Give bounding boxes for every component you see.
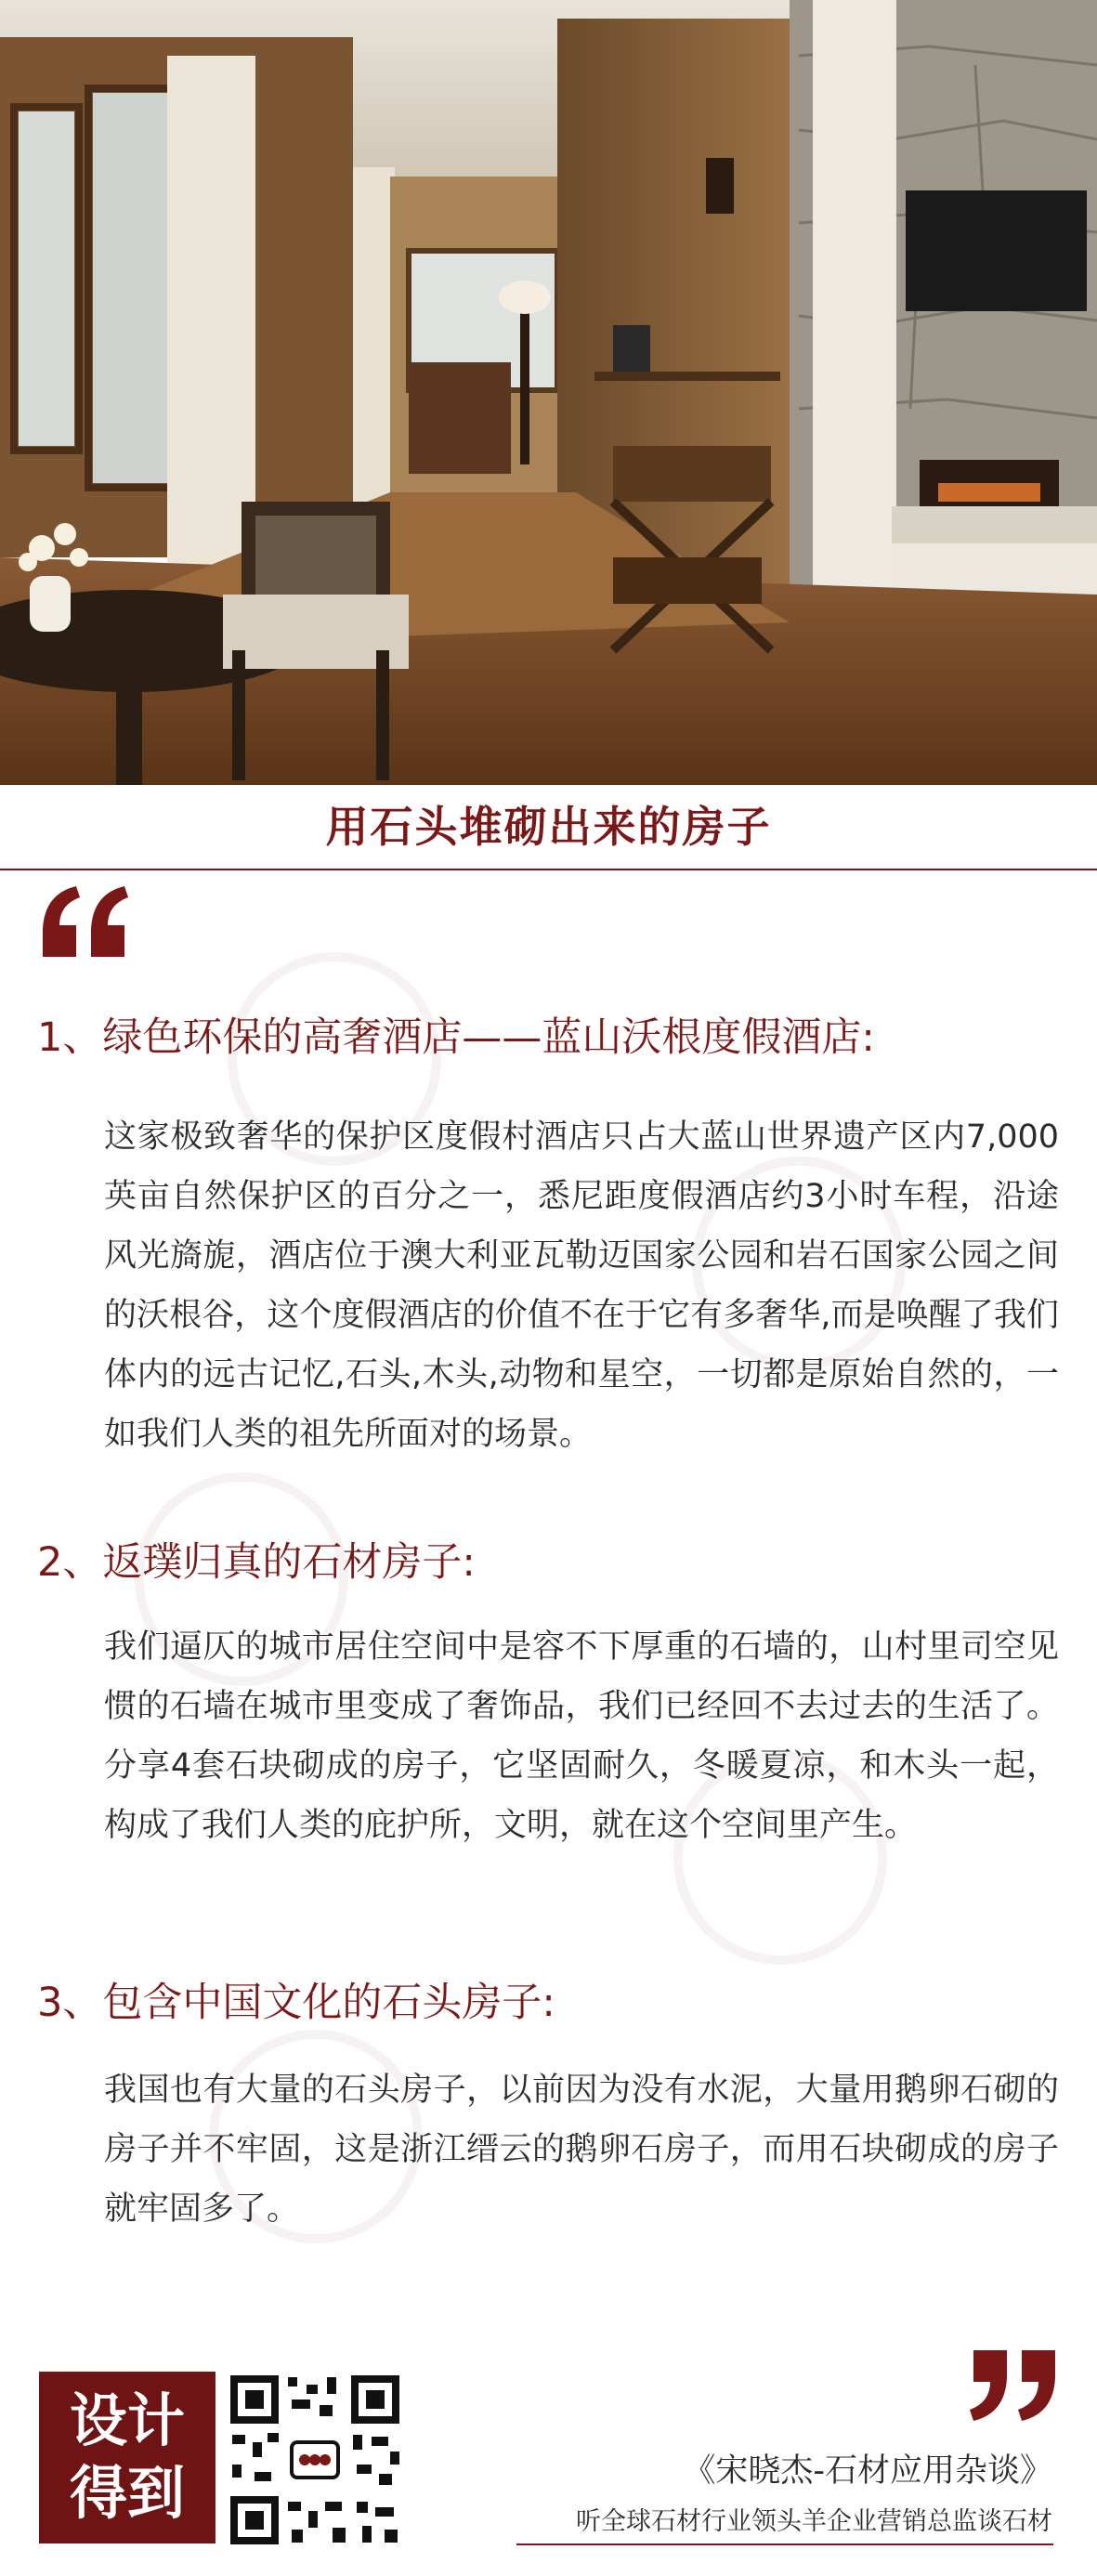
section-3-heading: 3、包含中国文化的石头房子: <box>37 1980 555 2026</box>
footer-divider <box>516 2543 1053 2545</box>
title-divider <box>0 869 1097 870</box>
open-quote-icon <box>39 873 132 985</box>
section-3-body: 我国也有大量的石头房子，以前因为没有水泥，大量用鹅卵石砌的房子并不牢固，这是浙江缙云的鹅卵石房子，而用石块砌成的房子就牢固多了。 <box>104 2072 1059 2228</box>
hero-photo <box>0 0 1097 785</box>
logo-line-1: 设计 <box>69 2386 185 2454</box>
tagline: 听全球石材行业领头羊企业营销总监谈石材 <box>576 2507 1052 2536</box>
section-1-body: 这家极致奢华的保护区度假村酒店只占大蓝山世界遗产区内7,000英亩自然保护区的百分之一，悉尼距度假酒店约3小时车程，沿途风光旖旎，酒店位于澳大利亚瓦勒迈国家公园和岩石国家公园之间的沃根谷，这个度假酒店的价值不在于它有多奢华,而是唤醒了我们体内的远古记忆,石头,木头,动物和星空，一切都是原始自然的，一如我们人类的祖先所面对的场景。 <box>104 1118 1059 1453</box>
book-title: 《宋晓杰-石材应用杂谈》 <box>683 2452 1052 2490</box>
section-2-body: 我们逼仄的城市居住空间中是容不下厚重的石墙的，山村里司空见惯的石墙在城市里变成了奢饰品，我们已经回不去过去的生活了。分享4套石块砌成的房子，它坚固耐久，冬暖夏凉，和木头一起，构成了我们人类的庇护所，文明，就在这个空间里产生。 <box>104 1628 1059 1844</box>
close-quote-icon <box>966 2322 1059 2434</box>
section-1-heading: 1、绿色环保的高奢酒店——蓝山沃根度假酒店: <box>37 1014 875 1061</box>
logo-line-2: 得到 <box>69 2459 185 2527</box>
brand-logo <box>39 2372 215 2543</box>
article-title: 用石头堆砌出来的房子 <box>325 802 772 852</box>
section-2-heading: 2、返璞归真的石材房子: <box>37 1539 476 1586</box>
qr-code-icon[interactable] <box>227 2372 403 2548</box>
